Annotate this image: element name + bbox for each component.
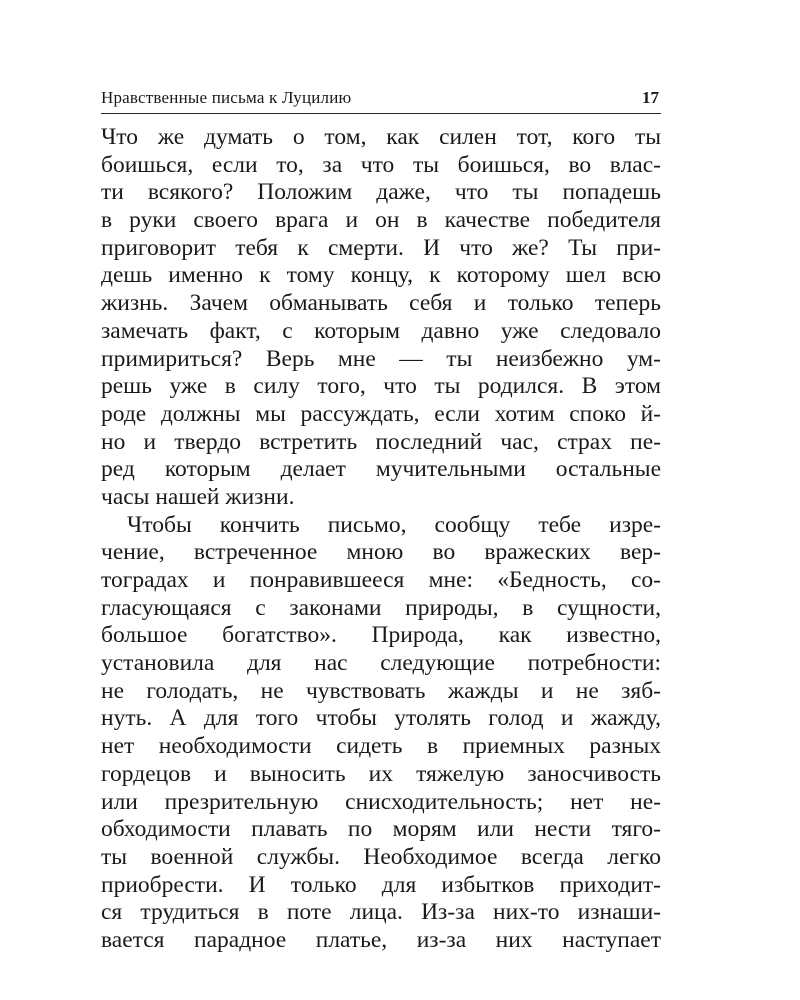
text-line: нуть. А для того чтобы утолять голод и жажду, [101, 705, 661, 732]
text-line: гордецов и выносить их тяжелую заносчивость [101, 760, 661, 787]
text-line: гласующаяся с законами природы, в сущности, [101, 594, 661, 621]
text-line: ред которым делает мучительными остальные [101, 456, 661, 483]
text-line: не голодать, не чувствовать жажды и не зяб- [101, 677, 661, 704]
text-line: тоградах и понравившееся мне: «Бедность, со- [101, 567, 661, 593]
text-line: роде должны мы рассуждать, если хотим споко й- [101, 400, 661, 427]
text-line: решь уже в силу того, что ты родился. В этом [101, 373, 661, 400]
text-line: большое богатство». Природа, как известно, [101, 622, 661, 649]
text-line: Чтобы кончить письмо, сообщу тебе изре- [127, 511, 661, 538]
header-rule [101, 113, 661, 114]
text-line: приговорит тебя к смерти. И что же? Ты при- [101, 234, 661, 261]
text-line: установила для нас следующие потребности: [101, 650, 661, 677]
running-head [101, 86, 661, 110]
text-line: нет необходимости сидеть в приемных разных [101, 733, 661, 760]
text-line: но и твердо встретить последний час, страх пе- [101, 428, 661, 455]
text-line: Что же думать о том, как силен тот, кого ты [101, 124, 661, 150]
running-title: Нравственные письма к Луцилию [101, 88, 352, 107]
text-line: замечать факт, с которым давно уже следовало [101, 317, 661, 344]
page-number: 17 [642, 88, 659, 107]
text-line: обходимости плавать по морям или нести тяго- [101, 816, 661, 843]
text-line: или презрительную снисходительность; нет не- [101, 788, 661, 815]
text-line: часы нашей жизни. [101, 483, 295, 510]
text-line: примириться? Верь мне — ты неизбежно ум- [101, 345, 661, 372]
paragraph-1 [101, 124, 661, 512]
text-line: приобрести. И только для избытков приходит- [101, 871, 661, 898]
text-line: ти всякого? Положим даже, что ты попадешь [101, 179, 661, 206]
text-line: чение, встреченное мною во вражеских вер- [101, 539, 661, 566]
text-line: жизнь. Зачем обманывать себя и только теперь [101, 290, 661, 317]
body-text [101, 124, 661, 955]
text-line: дешь именно к тому концу, к которому шел всю [101, 262, 661, 289]
text-line: ты военной службы. Необходимое всегда легко [101, 843, 661, 870]
text-line: ся трудиться в поте лица. Из-за них-то изнаши- [101, 899, 661, 926]
text-line: вается парадное платье, из-за них наступает [101, 926, 661, 953]
text-line: боишься, если то, за что ты боишься, во влас- [101, 151, 661, 178]
paragraph-2 [101, 512, 661, 955]
text-line: в руки своего врага и он в качестве победителя [101, 207, 661, 234]
